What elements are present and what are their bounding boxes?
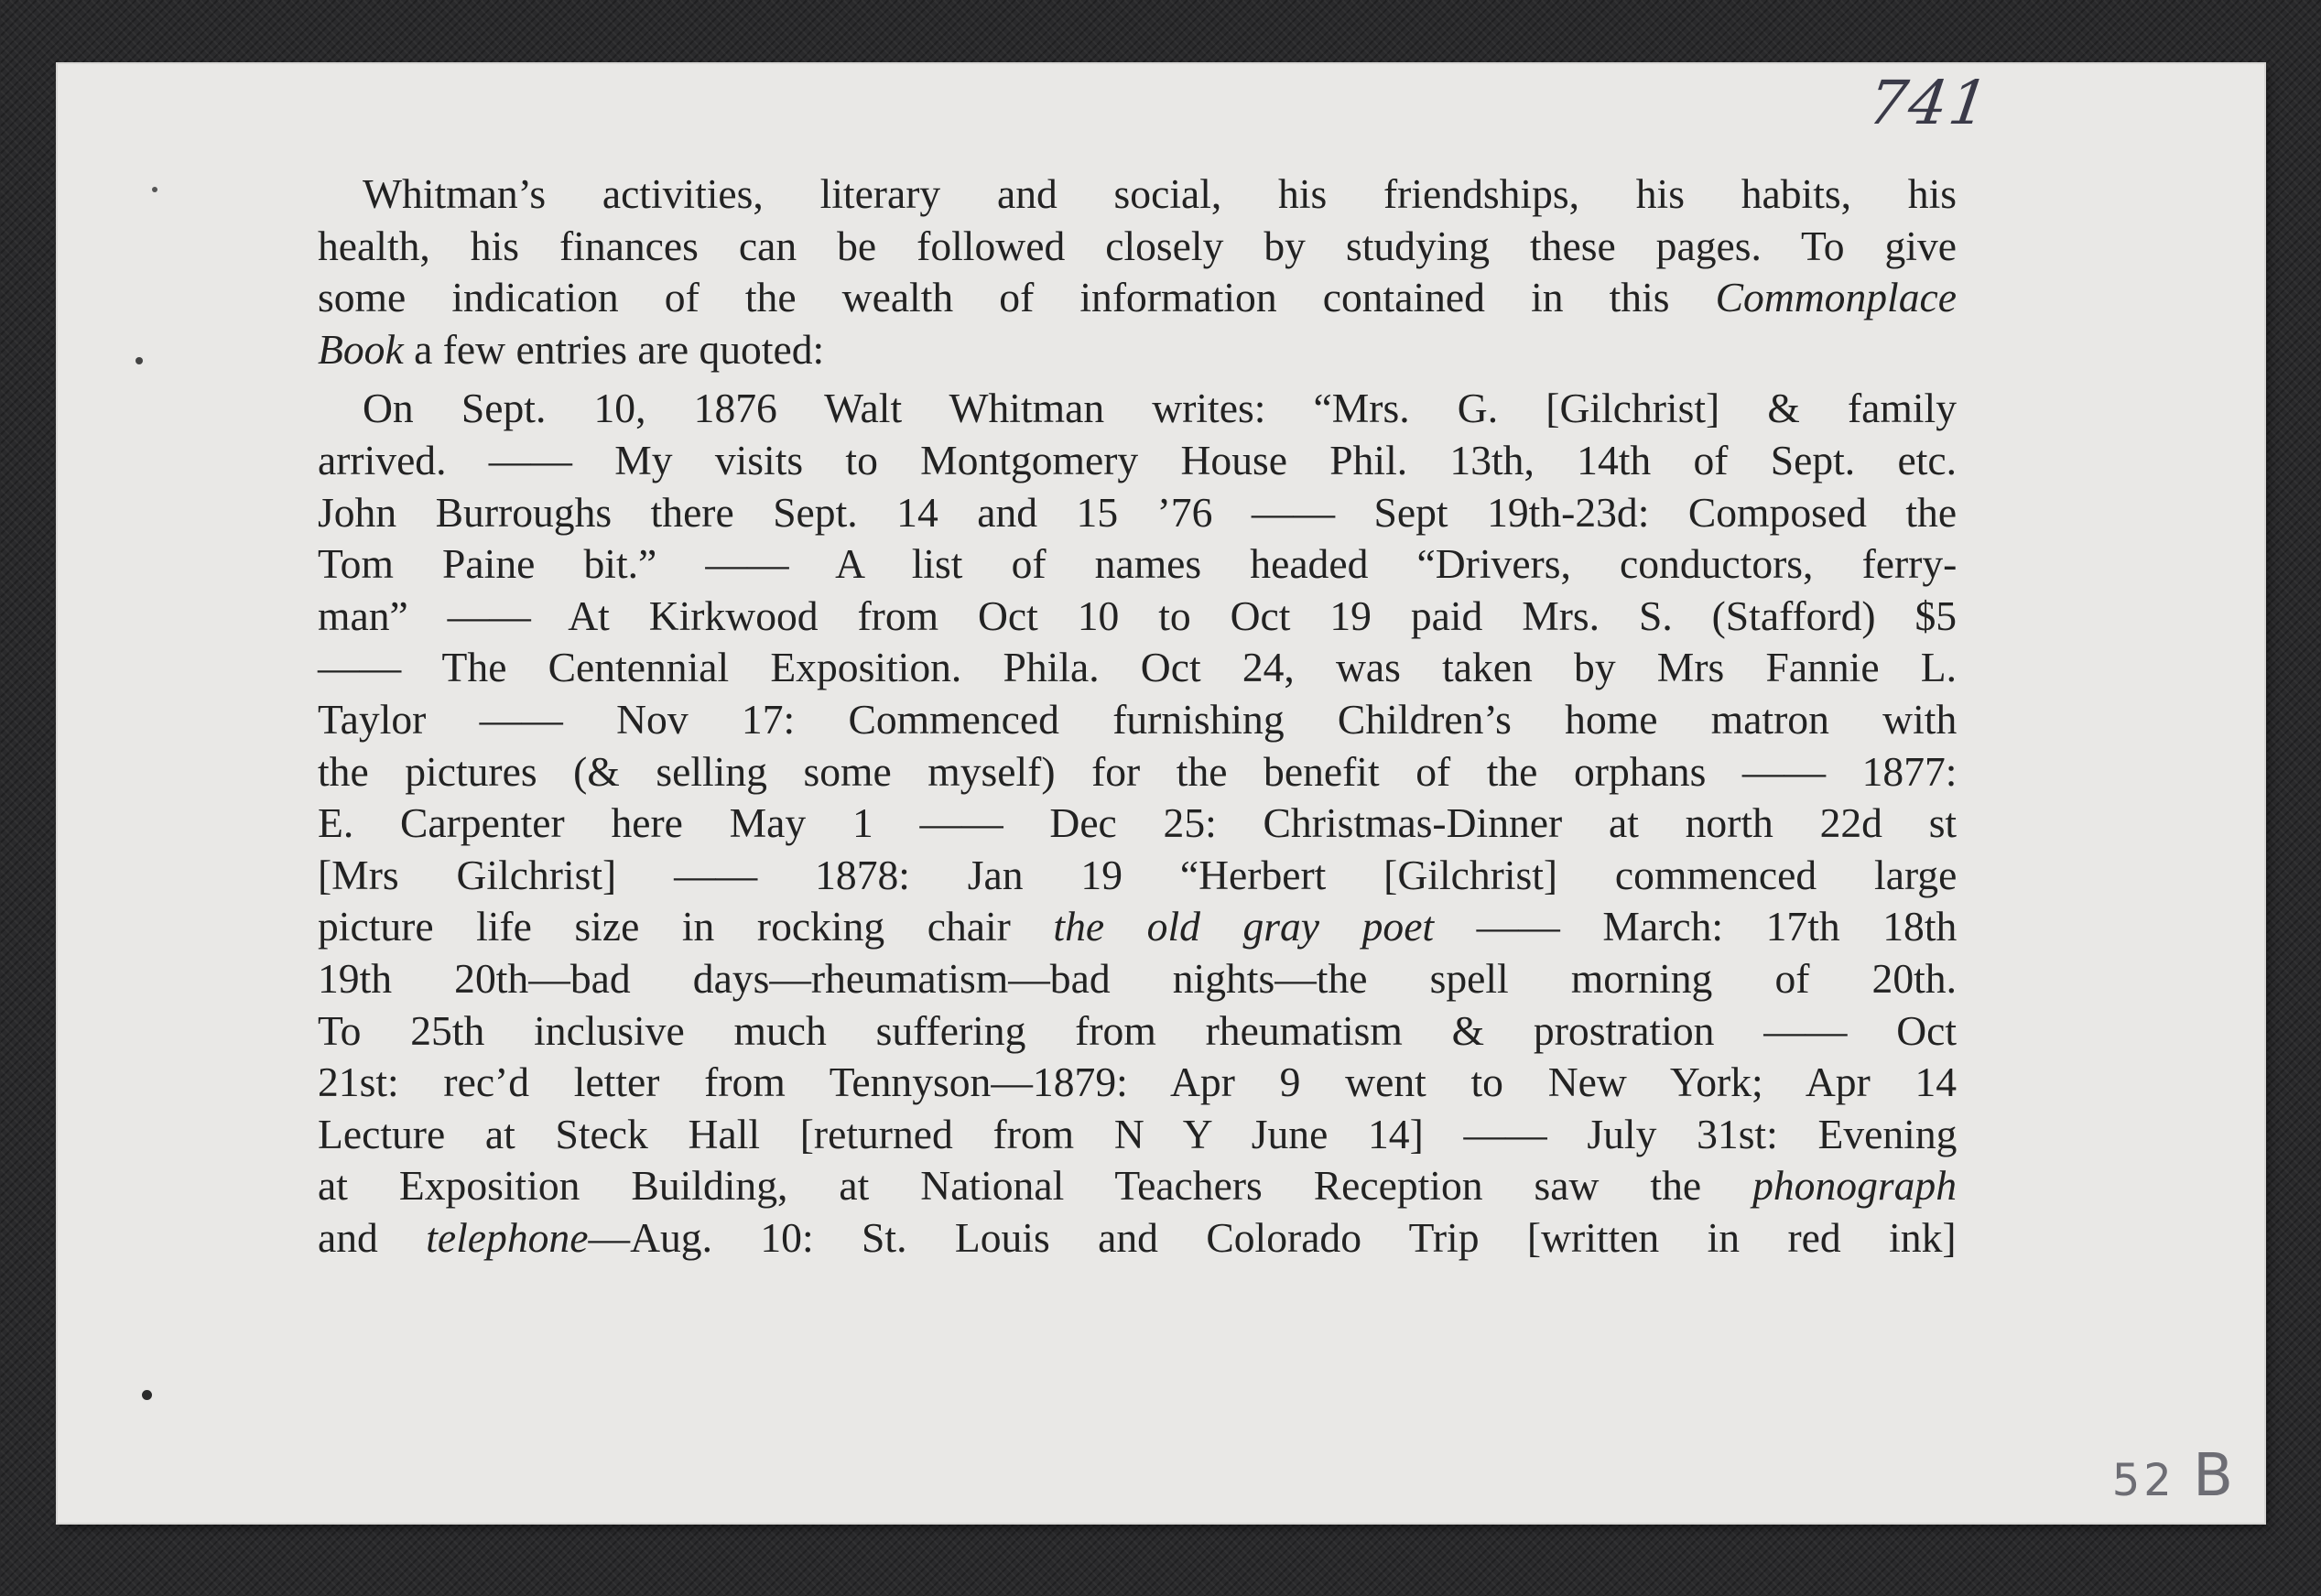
margin-mark (152, 187, 157, 192)
text-segment: and (318, 1213, 427, 1261)
text-segment: —Aug. 10: St. Louis and Colorado Trip [written in red ink] (588, 1213, 1957, 1261)
text-line (318, 1160, 1957, 1212)
document-card (58, 64, 2264, 1523)
text-line (318, 324, 1957, 376)
text-line: John Burroughs there Sept. 14 and 15 ’76 —— Sept 19th-23d: Composed the (318, 488, 1958, 536)
text-line: To 25th inclusive much suffering from rheumatism & prostration —— Oct (318, 1006, 1958, 1054)
text-line (318, 1212, 1957, 1265)
catalog-digits: 52 (2111, 1455, 2175, 1506)
text-segment: some indication of the wealth of information contained in this (318, 274, 1716, 321)
entries-paragraph (318, 383, 1957, 1264)
text-line (318, 901, 1957, 953)
text-line: —— The Centennial Exposition. Phila. Oct 24, was taken by Mrs Fannie L. (318, 644, 1957, 691)
margin-mark (142, 1390, 152, 1400)
text-segment: at Exposition Building, at National Teachers Reception saw the (318, 1162, 1753, 1210)
catalog-letter: B (2193, 1442, 2237, 1510)
text-line: man” —— At Kirkwood from Oct 10 to Oct 19 paid Mrs. S. (Stafford) $5 (318, 592, 1958, 639)
text-line: Taylor —— Nov 17: Commenced furnishing Children’s home matron with (318, 695, 1958, 743)
italic-word: telephone (426, 1213, 589, 1261)
text-segment: —— March: 17th 18th (1434, 903, 1958, 950)
margin-mark (136, 357, 143, 364)
text-line (318, 272, 1957, 324)
text-line: [Mrs Gilchrist] —— 1878: Jan 19 “Herbert [Gilchrist] commenced large (318, 851, 1958, 898)
body-text (318, 168, 1957, 1264)
text-line: Tom Paine bit.” —— A list of names headed “Drivers, conductors, ferry- (318, 540, 1958, 588)
text-line: 19th 20th—bad days—rheumatism—bad nights—the spell morning of 20th. (318, 954, 1957, 1002)
text-line: the pictures (& selling some myself) for the benefit of the orphans —— 1877: (318, 747, 1958, 795)
text-line: E. Carpenter here May 1 —— Dec 25: Christmas-Dinner at north 22d st (318, 799, 1958, 847)
book-title-italic: Book (318, 325, 404, 373)
text-line: On Sept. 10, 1876 Walt Whitman writes: “Mrs. G. [Gilchrist] & family (363, 385, 1957, 432)
page-number: 741 (1863, 68, 1995, 138)
text-line: health, his finances can be followed closely by studying these pages. To give (318, 222, 1957, 269)
text-segment: picture life size in rocking chair (318, 903, 1054, 950)
intro-paragraph (318, 168, 1957, 375)
italic-word: phonograph (1752, 1162, 1957, 1210)
text-segment: a few entries are quoted: (403, 325, 825, 373)
italic-phrase: the old gray poet (1053, 903, 1435, 950)
text-line: arrived. —— My visits to Montgomery House Phil. 13th, 14th of Sept. etc. (318, 436, 1957, 483)
text-line: Whitman’s activities, literary and social, his friendships, his habits, his (363, 170, 1957, 217)
text-line: 21st: rec’d letter from Tennyson—1879: Apr 9 went to New York; Apr 14 (318, 1059, 1958, 1106)
text-line: Lecture at Steck Hall [returned from N Y June 14] —— July 31st: Evening (318, 1110, 1958, 1157)
catalog-mark (2112, 1442, 2237, 1510)
book-title-italic: Commonplace (1715, 274, 1957, 321)
